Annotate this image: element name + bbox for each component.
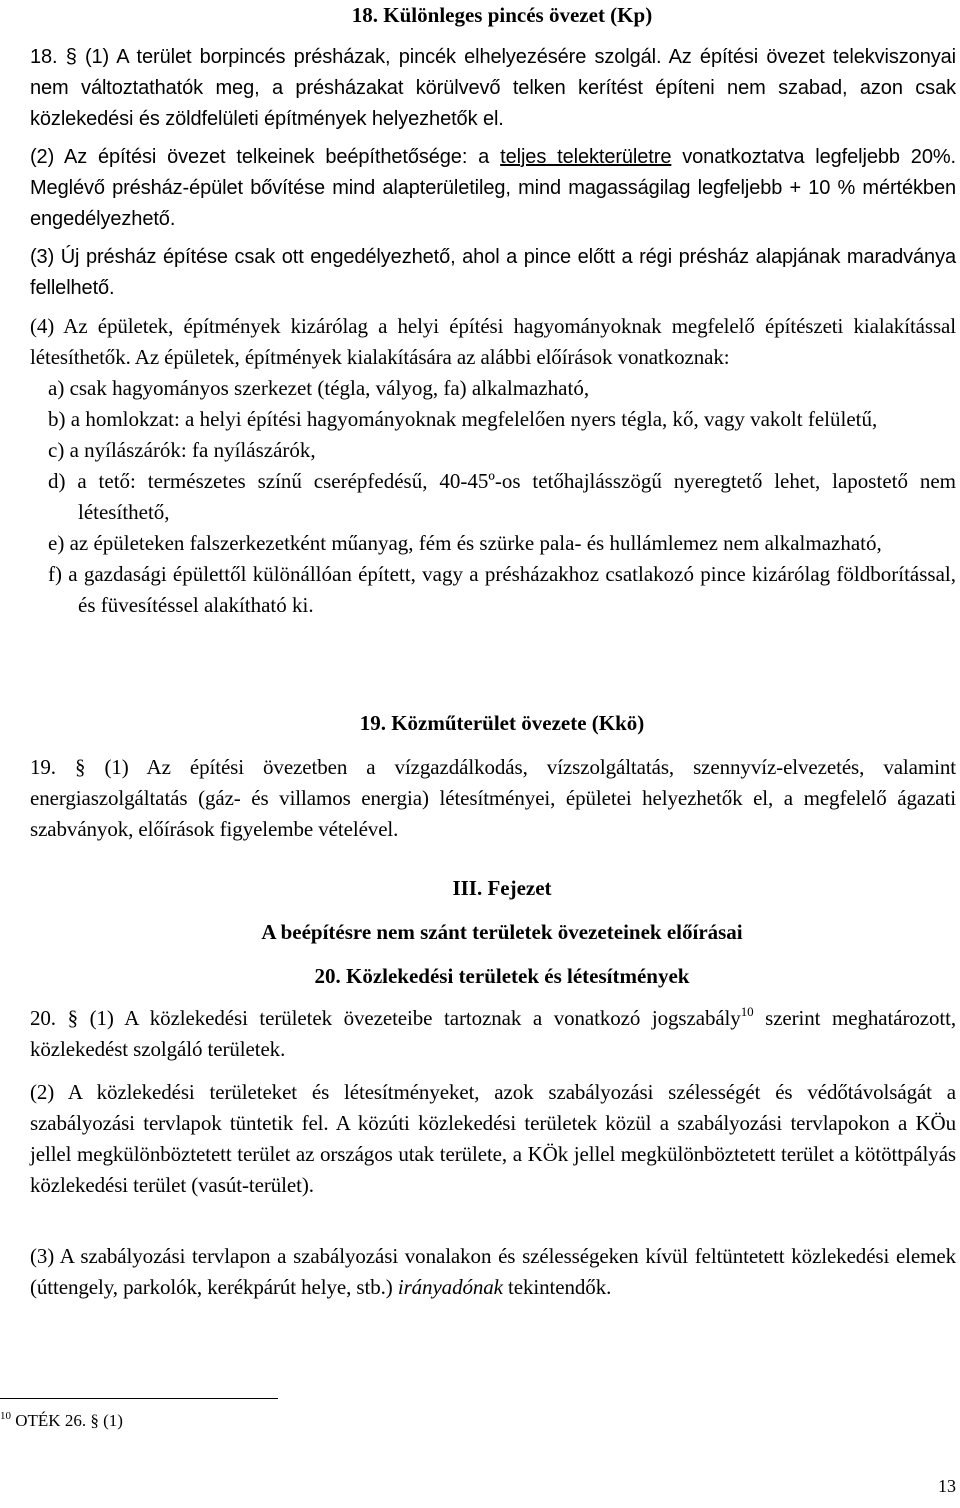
paragraph-2-text-a: (2) Az építési övezet telkeinek beépíthetősége: a (30, 146, 501, 168)
section-20-p3-text-a: (3) A szabályozási tervlapon a szabályozási vonalakon és szélességeken kívül feltüntetett közlekedési elemek (úttengely, parkolók, kerékpárút helye, stb.) (30, 1244, 956, 1299)
footnote-divider (0, 1398, 278, 1399)
footnote-reference[interactable]: 10 (740, 1004, 754, 1019)
list-item-c: c) a nyílászárók: fa nyílászárók, (48, 438, 316, 462)
list-item-a: a) csak hagyományos szerkezet (tégla, vályog, fa) alkalmazható, (48, 376, 590, 400)
section-20-p1-text-b: szerint meghatározott, közlekedést szolgáló területek. (30, 1006, 957, 1061)
section-19-paragraph-1: 19. § (1) Az építési övezetben a vízgazdálkodás, vízszolgáltatás, szennyvíz-elvezetés, valamint energiaszolgáltatás (gáz- és villamos energia) létesítményei, épületei helyezhetők el, a megfelelő ágazati szabványok, előírások figyelembe vételével. (30, 755, 956, 841)
chapter-title: A beépítésre nem szánt területek övezeteinek előírásai (261, 920, 743, 944)
page-number: 13 (938, 1476, 956, 1496)
section-18-list (48, 373, 956, 621)
list-item-b: b) a homlokzat: a helyi építési hagyományoknak megfelelően nyers tégla, kő, vagy vakolt felületű, (48, 407, 878, 431)
section-19-heading: 19. Közműterület övezete (Kkö) (359, 711, 645, 735)
section-18-body (30, 42, 956, 621)
paragraph-2-underlined: teljes telekterületre (500, 146, 672, 168)
section-18-paragraph-3: (3) Új présház építése csak ott engedélyezhető, ahol a pince előtt a régi présház alapjának maradványa fellelhető. (30, 246, 956, 299)
list-item-e: e) az épületeken falszerkezetként műanyag, fém és szürke pala- és hullámlemez nem alkalmazható, (48, 531, 882, 555)
list-item-f: f) a gazdasági épülettől különállóan épített, vagy a présházakhoz csatlakozó pince kizárólag földborítással, és füvesítéssel alakítható ki. (48, 562, 956, 617)
footnote (0, 1410, 123, 1432)
section-20-paragraph-1 (30, 1003, 956, 1065)
section-18-heading: 18. Különleges pincés övezet (Kp) (351, 3, 653, 27)
section-20-heading: 20. Közlekedési területek és létesítmények (314, 964, 690, 988)
footnote-mark: 10 (0, 1410, 11, 1422)
list-item-d: d) a tető: természetes színű cserépfedésű, 40-45º-os tetőhajlásszögű nyeregtető lehet, lapostető nem létesíthető, (48, 469, 956, 524)
section-20-p3-italic: irányadónak (397, 1275, 503, 1299)
section-20-paragraph-3 (30, 1241, 956, 1303)
section-18-paragraph-4: (4) Az épületek, építmények kizárólag a helyi építési hagyományoknak megfelelő építészeti kialakítással létesíthetők. Az épületek, építmények kialakítására az alábbi előírások vonatkoznak: (30, 314, 956, 369)
section-20-paragraph-2: (2) A közlekedési területeket és létesítményeket, azok szabályozási szélességét és védőtávolságát a szabályozási tervlapok tüntetik fel. A közúti közlekedési területek közül a szabályozási tervlapokon a KÖu jellel megkülönböztetett terület az országos utak területe, a KÖk jellel megkülönböztetett terület a kötöttpályás közlekedési terület (vasút-terület). (30, 1080, 956, 1197)
section-18-paragraph-1: 18. § (1) A terület borpincés présházak, pincék elhelyezésére szolgál. Az építési övezet telekviszonyai nem változtathatók meg, a présházakat körülvevő telken kerítést építeni nem szabad, azon csak közlekedési és zöldfelületi építmények helyezhetők el. (30, 46, 956, 130)
section-18-paragraph-2 (30, 142, 956, 235)
section-20-p3-text-b: tekintendők. (502, 1275, 612, 1299)
paragraph-2-text-b: vonatkoztatva legfeljebb 20%. Meglévő présház-épület bővítése mind alapterületileg, mind magasságilag legfeljebb + 10 % mértékben engedélyezhető. (30, 146, 956, 230)
chapter-number: III. Fejezet (452, 876, 552, 900)
footnote-text: OTÉK 26. § (1) (11, 1411, 123, 1430)
section-20-p1-text-a: 20. § (1) A közlekedési területek övezeteibe tartoznak a vonatkozó jogszabály (30, 1006, 741, 1030)
